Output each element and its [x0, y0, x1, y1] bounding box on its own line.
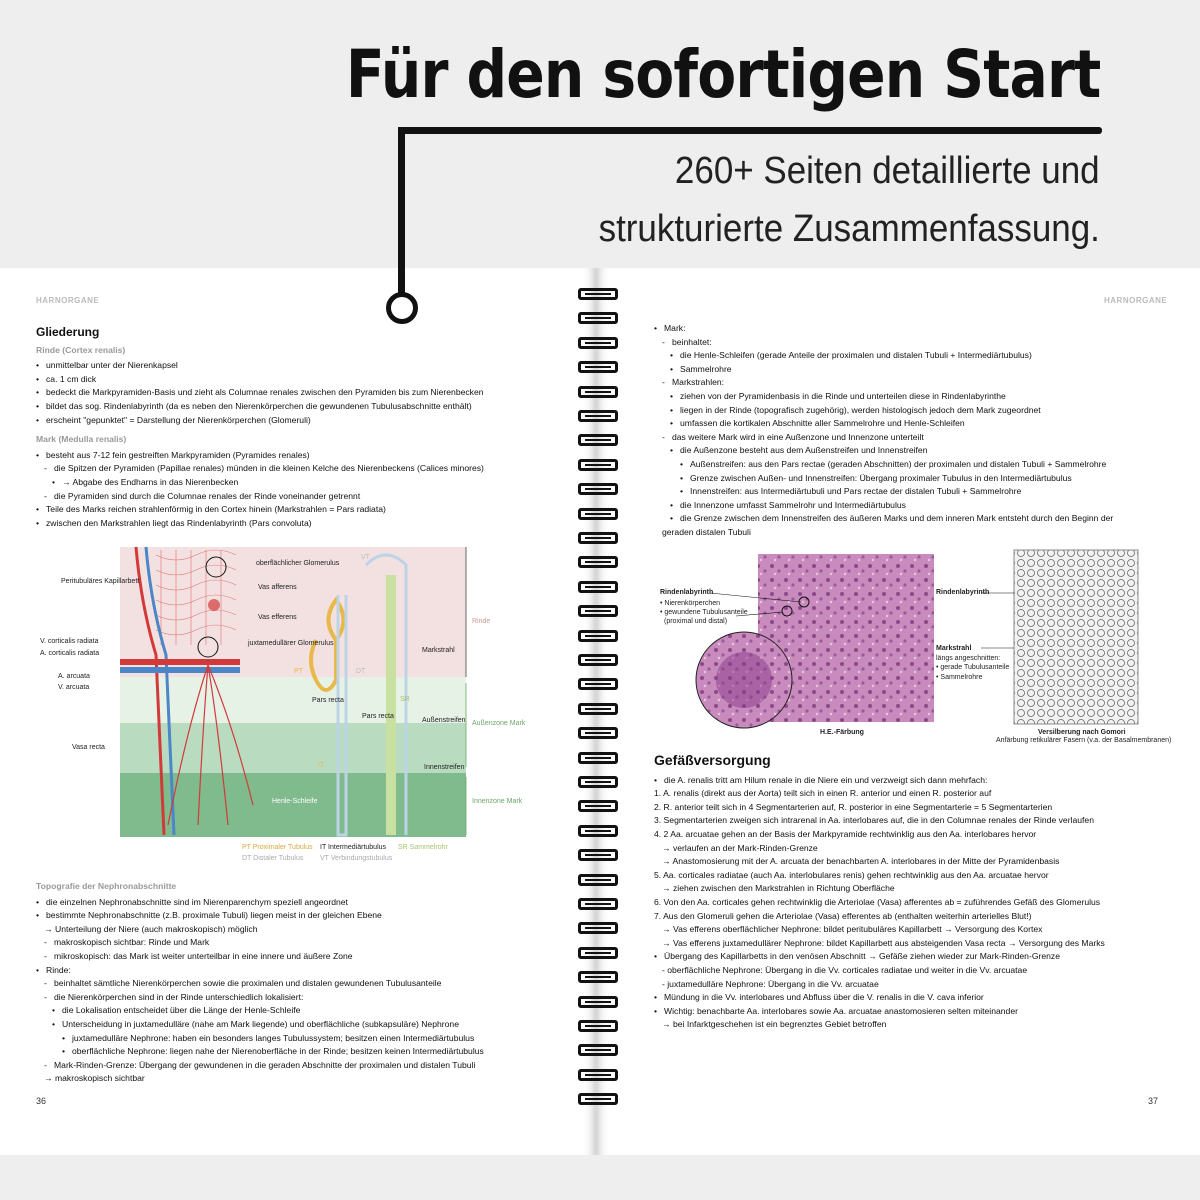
list-item: • Übergang des Kapillarbetts in den venösen Abschnitt → Gefäße ziehen wieder zur Mark-Rinden-Grenze: [654, 950, 1164, 964]
svg-text:Markstrahl: Markstrahl: [936, 645, 972, 652]
list-item: • die Außenzone besteht aus dem Außenstreifen und Innenstreifen: [670, 444, 1164, 458]
binding-ring: [578, 874, 618, 886]
list-item: • ziehen von der Pyramidenbasis in die Rinde und unterteilen diese in Rindenlabyrinthe: [670, 390, 1164, 404]
binding-ring: [578, 337, 618, 349]
list-item: • Unterscheidung in juxtamedulläre (nahe am Mark liegende) und oberflächliche (subkapsuläre) Nephrone: [52, 1018, 556, 1032]
promo-subtitle-line1: 260+ Seiten detaillierte und: [675, 150, 1100, 192]
binding-ring: [578, 483, 618, 495]
silver-stain-image: [1014, 550, 1138, 724]
gliederung-heading: Gliederung: [36, 325, 100, 339]
list-item: → Anastomosierung mit der A. arcuata der benachbarten A. interlobares in der Mitte der Pyramidenbasis: [662, 856, 1060, 867]
list-item: → makroskopisch sichtbar: [44, 1073, 145, 1084]
svg-text:H.E.-Färbung: H.E.-Färbung: [820, 729, 864, 736]
binding-ring: [578, 508, 618, 520]
list-item: • ca. 1 cm dick: [36, 373, 556, 387]
list-item: - die Nierenkörperchen sind in der Rinde unterschiedlich lokalisiert:: [44, 991, 556, 1005]
list-item: • die Grenze zwischen dem Innenstreifen des äußeren Marks und dem inneren Mark entsteht durch den Beginn der: [670, 512, 1164, 526]
list-item: • unmittelbar unter der Nierenkapsel: [36, 359, 556, 373]
gefaess-heading: Gefäßversorgung: [654, 752, 771, 768]
binding-ring: [578, 459, 618, 471]
binding-ring: [578, 1093, 618, 1105]
list-item: → ziehen zwischen den Markstrahlen in Richtung Oberfläche: [662, 883, 895, 894]
binding-ring: [578, 996, 618, 1008]
right-running-head: HARNORGANE: [1104, 296, 1168, 305]
list-item: • erscheint "gepunktet" = Darstellung der Nierenkörperchen (Glomeruli): [36, 414, 556, 428]
binding-ring: [578, 727, 618, 739]
mark-detail-list: [654, 322, 1164, 540]
binding-ring: [578, 971, 618, 983]
svg-text:VT Verbindungstubulus: VT Verbindungstubulus: [320, 855, 393, 862]
list-item: • oberflächliche Nephrone: liegen nahe der Nierenoberfläche in der Rinde; besitzen keinen Intermediärtubulus: [62, 1045, 556, 1059]
list-item: • bestimmte Nephronabschnitte (z.B. proximale Tubuli) liegen meist in der gleichen Ebene: [36, 909, 556, 923]
svg-text:Pars recta: Pars recta: [312, 697, 344, 704]
list-item: - Mark-Rinden-Grenze: Übergang der gewundenen in die geraden Abschnitte der proximalen und distalen Tubuli: [44, 1059, 556, 1073]
svg-text:IT Intermediärtubulus: IT Intermediärtubulus: [320, 844, 387, 851]
svg-text:DT Distaler Tubulus: DT Distaler Tubulus: [242, 855, 304, 862]
list-item: • Mark:: [654, 322, 1164, 336]
list-item: • besteht aus 7-12 fein gestreiften Markpyramiden (Pyramides renales): [36, 449, 556, 463]
list-item: → bei Infarktgeschehen ist ein begrenztes Gebiet betroffen: [662, 1019, 887, 1030]
binding-ring: [578, 825, 618, 837]
svg-text:V. arcuata: V. arcuata: [58, 684, 90, 691]
left-running-head: HARNORGANE: [36, 296, 100, 305]
list-item: - beinhaltet sämtliche Nierenkörperchen sowie die proximalen und distalen gewundenen Tubulusanteile: [44, 977, 556, 991]
binding-ring: [578, 434, 618, 446]
list-item: • die Innenzone umfasst Sammelrohr und Intermediärtubulus: [670, 499, 1164, 513]
list-item: • Innenstreifen: aus Intermediärtubuli und Pars rectae der distalen Tubuli + Sammelrohre: [680, 485, 1164, 499]
list-item: • Teile des Marks reichen strahlenförmig in den Cortex hinein (Markstrahlen = Pars radiata): [36, 503, 556, 517]
mark-heading: Mark (Medulla renalis): [36, 434, 127, 445]
list-item: - oberflächliche Nephrone: Übergang in die Vv. corticales radiatae und weiter in die Vv. arcuatae: [662, 964, 1028, 975]
list-item: • juxtamedulläre Nephrone: haben ein besonders langes Tubulussystem; besitzen einen Intermediärtubulus: [62, 1032, 556, 1046]
histology-figure: [656, 548, 1176, 748]
svg-text:VT: VT: [361, 554, 370, 561]
list-item: • umfassen die kortikalen Abschnitte aller Sammelrohre und Henle-Schleifen: [670, 417, 1164, 431]
binding-ring: [578, 1044, 618, 1056]
list-item: • die Henle-Schleifen (gerade Anteile der proximalen und distalen Tubuli + Intermediärtubulus): [670, 349, 1164, 363]
list-item: 1. A. renalis (direkt aus der Aorta) teilt sich in einen R. anterior und einen R. posterior auf: [654, 788, 992, 799]
svg-text:Vas efferens: Vas efferens: [258, 614, 297, 621]
svg-text:• gerade Tubulusanteile: • gerade Tubulusanteile: [936, 664, 1010, 671]
svg-text:Vasa recta: Vasa recta: [72, 744, 105, 751]
list-item: • Rinde:: [36, 964, 556, 978]
svg-text:• gewundene Tubulusanteile: • gewundene Tubulusanteile: [660, 609, 748, 616]
list-item: 2. R. anterior teilt sich in 4 Segmentarterien auf, R. posterior in eine Segmentarterie = 5 Segmentarterien: [654, 801, 1053, 812]
binding-ring: [578, 752, 618, 764]
binding-ring: [578, 678, 618, 690]
promo-title: Für den sofortigen Start: [345, 36, 1100, 113]
binding-ring: [578, 605, 618, 617]
list-item: - beinhaltet:: [662, 336, 1164, 350]
list-item: • die einzelnen Nephronabschnitte sind im Nierenparenchym speziell angeordnet: [36, 896, 556, 910]
svg-text:Markstrahl: Markstrahl: [422, 647, 455, 654]
pointer-line-horizontal: [398, 127, 1102, 134]
binding-ring: [578, 581, 618, 593]
pointer-line-vertical: [398, 127, 405, 295]
svg-text:Peritubuläres Kapillarbett: Peritubuläres Kapillarbett: [61, 578, 140, 585]
svg-text:Außenzone Mark: Außenzone Mark: [472, 720, 526, 727]
list-item: - mikroskopisch: das Mark ist weiter unterteilbar in eine innere und äußere Zone: [44, 950, 556, 964]
list-item: - die Pyramiden sind durch die Columnae renales der Rinde voneinander getrennt: [44, 490, 556, 504]
svg-text:PT: PT: [294, 668, 303, 675]
rinde-list: [36, 359, 556, 427]
list-item: • Grenze zwischen Außen- und Innenstreifen: Übergang proximaler Tubulus in den Intermediärtubulus: [680, 472, 1164, 486]
list-item: • die A. renalis tritt am Hilum renale in die Niere ein und verzweigt sich dann mehrfach:: [654, 774, 1164, 788]
svg-text:IT: IT: [318, 762, 325, 769]
list-item: - juxtamedulläre Nephrone: Übergang in die Vv. arcuatae: [662, 978, 879, 989]
binding-ring: [578, 556, 618, 568]
svg-text:A. corticalis radiata: A. corticalis radiata: [40, 650, 100, 657]
list-item: • Mündung in die Vv. interlobares und Abfluss über die V. renalis in die V. cava inferior: [654, 991, 1164, 1005]
binding-ring: [578, 776, 618, 788]
svg-text:• Nierenkörperchen: • Nierenkörperchen: [660, 600, 721, 607]
list-item: 3. Segmentarterien zweigen sich intrarenal in Aa. interlobares auf, die in den Columnae renales der Rinde verlaufen: [654, 815, 1094, 826]
list-item: geraden distalen Tubuli: [662, 526, 751, 537]
list-item: → Unterteilung der Niere (auch makroskopisch) möglich: [44, 923, 258, 934]
list-item: → Vas efferens juxtamedullärer Nephrone: bildet Kapillarbett aus absteigenden Vasa recta → Versorgung des Marks: [662, 937, 1105, 948]
left-text-top: [36, 326, 556, 530]
binding-ring: [578, 1020, 618, 1032]
topo-list: [36, 896, 556, 1086]
svg-text:A. arcuata: A. arcuata: [58, 673, 90, 680]
list-item: • Außenstreifen: aus den Pars rectae (geraden Abschnitten) der proximalen und distalen Tubuli + Sammelrohre: [680, 458, 1164, 472]
svg-text:Vas afferens: Vas afferens: [258, 584, 297, 591]
nephron-diagram: [36, 545, 556, 865]
list-item: → verlaufen an der Mark-Rinden-Grenze: [662, 842, 818, 853]
svg-text:längs angeschnitten:: längs angeschnitten:: [936, 655, 1001, 662]
list-item: • die Lokalisation entscheidet über die Länge der Henle-Schleife: [52, 1004, 556, 1018]
left-page-number: 36: [36, 1096, 47, 1106]
list-item: • bedeckt die Markpyramiden-Basis und zieht als Columnae renales zwischen den Pyramiden bis zum Nierenbecken: [36, 386, 556, 400]
binding-ring: [578, 654, 618, 666]
svg-text:PT Proximaler Tubulus: PT Proximaler Tubulus: [242, 844, 313, 851]
binding-ring: [578, 800, 618, 812]
list-item: - das weitere Mark wird in eine Außenzone und Innenzone unterteilt: [662, 431, 1164, 445]
right-text-top: [654, 322, 1164, 540]
list-item: 7. Aus den Glomeruli gehen die Arteriolae (Vasa) efferentes ab (enthalten weiterhin arterielles Blut!): [654, 910, 1032, 921]
svg-text:• Sammelrohre: • Sammelrohre: [936, 674, 983, 681]
outer-stripe-zone: [120, 677, 466, 723]
binding-ring: [578, 288, 618, 300]
svg-text:DT: DT: [356, 668, 366, 675]
binding-ring: [578, 1069, 618, 1081]
list-item: 5. Aa. corticales radiatae (auch Aa. interlobulares renis) gehen rechtwinklig aus den Aa. arcuatae hervor: [654, 869, 1049, 880]
list-item: • bildet das sog. Rindenlabyrinth (da es neben den Nierenkörperchen die gewundenen Tubulusabschnitte enthält): [36, 400, 556, 414]
list-item: • liegen in der Rinde (topografisch zugehörig), werden histologisch jedoch dem Mark zugeordnet: [670, 404, 1164, 418]
svg-text:SR: SR: [400, 696, 410, 703]
svg-text:Rindenlabyrinth: Rindenlabyrinth: [660, 589, 714, 596]
right-text-bottom: [654, 754, 1164, 1032]
svg-text:oberflächlicher Glomerulus: oberflächlicher Glomerulus: [256, 560, 340, 567]
svg-text:Anfärbung retikulärer Fasern (: Anfärbung retikulärer Fasern (v.a. der Basalmembranen): [996, 737, 1172, 744]
svg-text:Innenzone Mark: Innenzone Mark: [472, 798, 523, 805]
svg-text:Versilberung nach Gomori: Versilberung nach Gomori: [1038, 729, 1126, 736]
gefaess-list: [654, 774, 1164, 1032]
binding-ring: [578, 410, 618, 422]
promo-header: [0, 0, 1200, 270]
list-item: → Vas efferens oberflächlicher Nephrone: bildet peritubuläres Kapillarbett → Versorgung des Kortex: [662, 924, 1043, 935]
list-item: • Sammelrohre: [670, 363, 1164, 377]
binding-ring: [578, 849, 618, 861]
binding-ring: [578, 922, 618, 934]
svg-text:Rindenlabyrinth: Rindenlabyrinth: [936, 589, 990, 596]
list-item: • Wichtig: benachbarte Aa. interlobares sowie Aa. arcuatae anastomosieren selten miteinander: [654, 1005, 1164, 1019]
svg-text:V. corticalis radiata: V. corticalis radiata: [40, 638, 99, 645]
svg-text:Rinde: Rinde: [472, 618, 491, 625]
list-item: • → Abgabe des Endharns in das Nierenbecken: [52, 476, 556, 490]
binding-ring: [578, 947, 618, 959]
pointer-pin-icon: [386, 292, 418, 324]
svg-text:Pars recta: Pars recta: [362, 713, 394, 720]
binding-ring: [578, 898, 618, 910]
list-item: • zwischen den Markstrahlen liegt das Rindenlabyrinth (Pars convoluta): [36, 517, 556, 531]
svg-text:(proximal und distal): (proximal und distal): [664, 618, 728, 625]
binding-ring: [578, 386, 618, 398]
svg-text:SR Sammelrohr: SR Sammelrohr: [398, 844, 448, 851]
list-item: - makroskopisch sichtbar: Rinde und Mark: [44, 936, 556, 950]
topo-heading: Topografie der Nephronabschnitte: [36, 881, 177, 891]
list-item: 6. Von den Aa. corticales gehen rechtwinklig die Arteriolae (Vasa) afferentes ab = zuführendes Gefäß des Glomerulus: [654, 896, 1101, 907]
binding-ring: [578, 630, 618, 642]
binding-ring: [578, 312, 618, 324]
left-text-bottom: [36, 878, 556, 1086]
svg-text:Henle-Schleife: Henle-Schleife: [272, 798, 318, 805]
list-item: - Markstrahlen:: [662, 376, 1164, 390]
binding-ring: [578, 361, 618, 373]
svg-text:Innenstreifen: Innenstreifen: [424, 764, 465, 771]
svg-text:Außenstreifen: Außenstreifen: [422, 717, 466, 724]
binding-ring: [578, 532, 618, 544]
list-item: 4. 2 Aa. arcuatae gehen an der Basis der Markpyramide rechtwinklig aus den Aa. interlobares hervor: [654, 828, 1037, 839]
list-item: - die Spitzen der Pyramiden (Papillae renales) münden in die kleinen Kelche des Nierenbeckens (Calices minores): [44, 462, 556, 476]
right-page-number: 37: [1148, 1096, 1159, 1106]
promo-subtitle-line2: strukturierte Zusammenfassung.: [598, 208, 1100, 250]
svg-text:juxtamedullärer Glomerulus: juxtamedullärer Glomerulus: [248, 640, 334, 647]
mark-list: [36, 449, 556, 531]
binding-ring: [578, 703, 618, 715]
rinde-heading: Rinde (Cortex renalis): [36, 344, 126, 355]
